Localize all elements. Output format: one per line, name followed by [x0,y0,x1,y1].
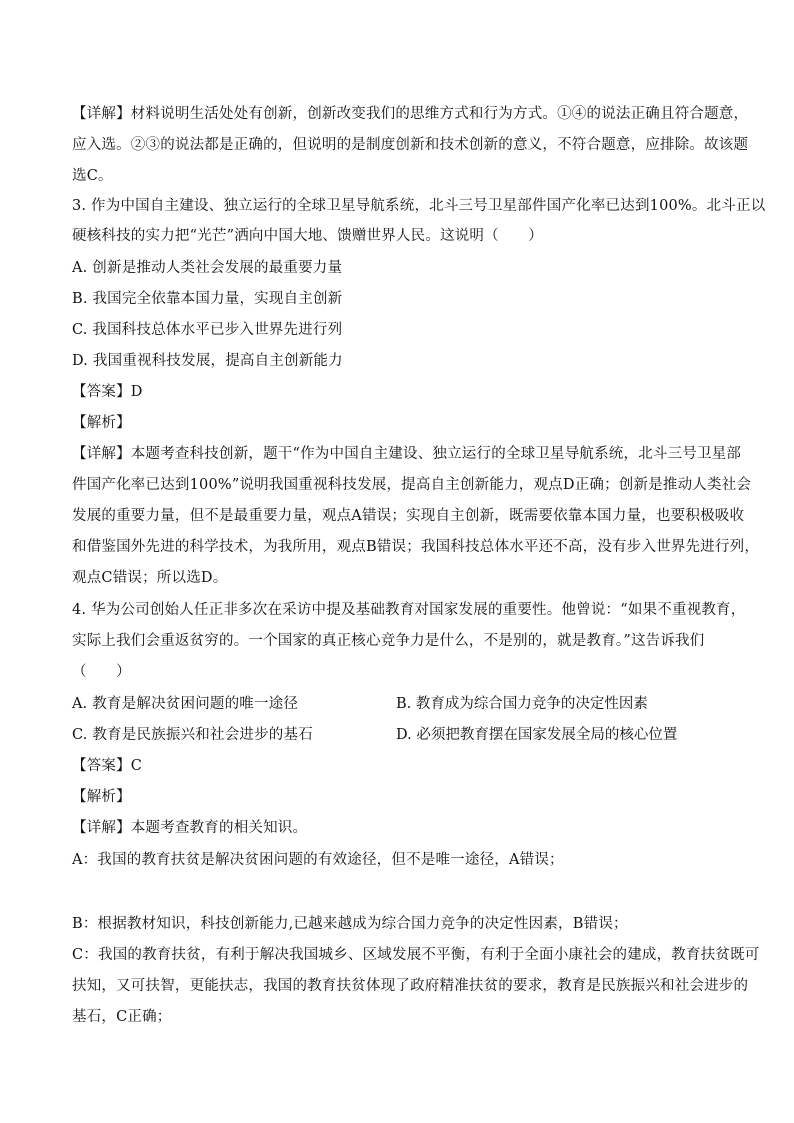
q3-detail-line-1: 【详解】本题考查科技创新，题干“作为中国自主建设、独立运行的全球卫星导航系统，北斗三号卫星部 [72,446,742,462]
q2-detail-line-1: 【详解】材料说明生活处处有创新，创新改变我们的思维方式和行为方式。①④的说法正确且符合题意， [72,106,749,122]
q4-answer: 【答案】C [72,758,143,774]
q4-c-explanation-line-2: 扶知，又可扶智，更能扶志，我国的教育扶贫体现了政府精准扶贫的要求，教育是民族振兴和社会进步的 [72,978,749,994]
q3-detail-line-3: 发展的重要力量，但不是最重要力量，观点A错误；实现自主创新，既需要依靠本国力量，也要积极吸收 [72,508,745,524]
q3-option-c: C. 我国科技总体水平已步入世界先进行列 [72,322,343,338]
q3-detail-line-4: 和借鉴国外先进的科学技术，为我所用，观点B错误；我国科技总体水平还不高，没有步入世界先进行列， [72,539,760,555]
q4-option-a: A. 教育是解决贫困问题的唯一途径 [72,696,299,712]
q3-answer: 【答案】D [72,384,143,400]
q3-detail-line-2: 件国产化率已达到100%”说明我国重视科技发展，提高自主创新能力，观点D正确；创新是推动人类社会 [72,477,752,493]
q3-stem-line-1: 3. 作为中国自主建设、独立运行的全球卫星导航系统，北斗三号卫星部件国产化率已达到100%。北斗正以 [72,198,766,214]
q4-stem-line-1: 4. 华为公司创始人任正非多次在采访中提及基础教育对国家发展的重要性。他曾说：“如果不重视教育， [72,602,746,618]
q4-c-explanation-line-1: C：我国的教育扶贫，有利于解决我国城乡、区域发展不平衡，有利于全面小康社会的建成，教育扶贫既可 [72,947,760,963]
q4-detail: 【详解】本题考查教育的相关知识。 [72,820,308,836]
q3-detail-line-5: 观点C错误；所以选D。 [72,570,228,586]
q3-option-d: D. 我国重视科技发展，提高自主创新能力 [72,353,343,369]
q3-option-a: A. 创新是推动人类社会发展的最重要力量 [72,260,343,276]
q4-option-d: D. 必须把教育摆在国家发展全局的核心位置 [396,727,678,743]
q2-detail-line-2: 应入选。②③的说法都是正确的，但说明的是制度创新和技术创新的意义，不符合题意，应排除。故该题 [72,137,749,153]
q4-b-explanation: B：根据教材知识，科技创新能力,已越来越成为综合国力竞争的决定性因素，B错误； [72,916,628,932]
q4-a-explanation: A：我国的教育扶贫是解决贫困问题的有效途径，但不是唯一途径，A错误； [72,852,564,868]
q4-stem-line-3: （ ） [72,664,131,680]
q4-option-b: B. 教育成为综合国力竞争的决定性因素 [396,696,648,712]
q4-analysis-heading: 【解析】 [72,789,131,805]
q3-stem-line-2: 硬核科技的实力把“光芒”洒向中国大地、馈赠世界人民。这说明（ ） [72,228,543,244]
q4-option-c: C. 教育是民族振兴和社会进步的基石 [72,727,313,743]
q2-detail-line-3: 选C。 [72,168,113,184]
q3-option-b: B. 我国完全依靠本国力量，实现自主创新 [72,291,343,307]
q4-stem-line-2: 实际上我们会重返贫穷的。一个国家的真正核心竞争力是什么，不是别的，就是教育。”这告诉我们 [72,633,705,649]
q3-analysis-heading: 【解析】 [72,415,131,431]
q4-c-explanation-line-3: 基石，C正确； [72,1009,172,1025]
